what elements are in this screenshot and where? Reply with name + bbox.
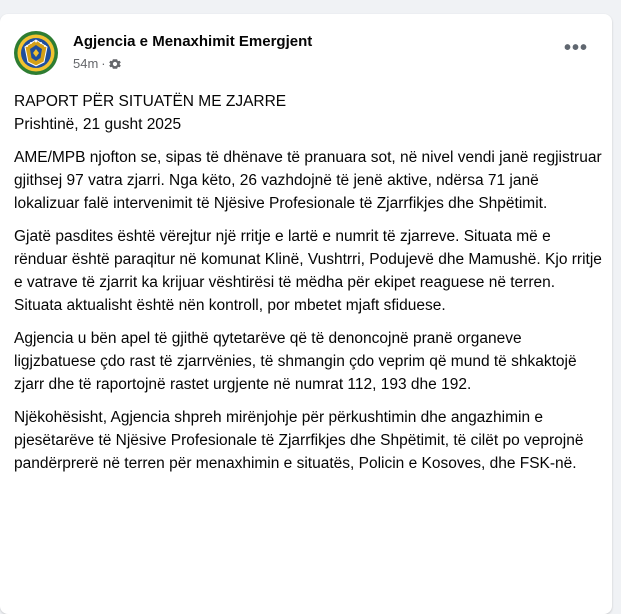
post-title-block (14, 90, 604, 136)
post-title: RAPORT PËR SITUATËN ME ZJARRE (14, 93, 287, 110)
post-paragraph-3: Agjencia u bën apel të gjithë qytetarëve që të denoncojnë pranë organeve ligjzbatuese çdo rast të zjarrvënies, të shmangin çdo veprim që mund të shkaktojë zjarr dhe të raportojnë rastet urgjente në numrat 112, 193 dhe 192. (14, 330, 577, 393)
post-body (14, 90, 604, 485)
agency-logo-avatar[interactable] (14, 31, 58, 75)
post-header (14, 31, 598, 77)
post-paragraph-4: Njëkohësisht, Agjencia shpreh mirënjohje për përkushtimin dhe angazhimin e pjesëtarëve të Njësive Profesionale të Zjarrfikjes dhe Shpëtimit, të cilët po veprojnë pandërprerë në terren për menaxhimin e situatës, Policin e Kosoves, dhe FSK-në. (14, 409, 584, 472)
meta-separator: · (101, 56, 106, 71)
settings-gear-icon[interactable] (109, 58, 121, 70)
post-meta (73, 56, 121, 71)
page-name-link[interactable]: Agjencia e Menaxhimit Emergjent (73, 33, 313, 50)
more-options-icon[interactable]: ••• (563, 37, 588, 59)
post-card (0, 14, 612, 614)
post-paragraph-1: AME/MPB njofton se, sipas të dhënave të pranuara sot, në nivel vendi janë regjistruar gjithsej 97 vatra zjarri. Nga këto, 26 vazhdojnë të jenë aktive, ndërsa 71 janë lokalizuar falë intervenimit të Njësive Profesionale të Zjarrfikjes dhe Shpëtimit. (14, 149, 602, 212)
post-paragraph-2: Gjatë pasdites është vërejtur një rritje e lartë e numrit të zjarreve. Situata më e rënduar është paraqitur në komunat Klinë, Vushtrri, Podujevë dhe Mamushë. Kjo rritje e vatrave të zjarrit ka krijuar vështirësi të mëdha për ekipet reaguese në terren. Situata aktualisht është nën kontroll, por mbetet mjaft sfiduese. (14, 228, 602, 314)
post-timestamp[interactable]: 54m (73, 56, 99, 71)
post-place-date: Prishtinë, 21 gusht 2025 (14, 116, 182, 133)
